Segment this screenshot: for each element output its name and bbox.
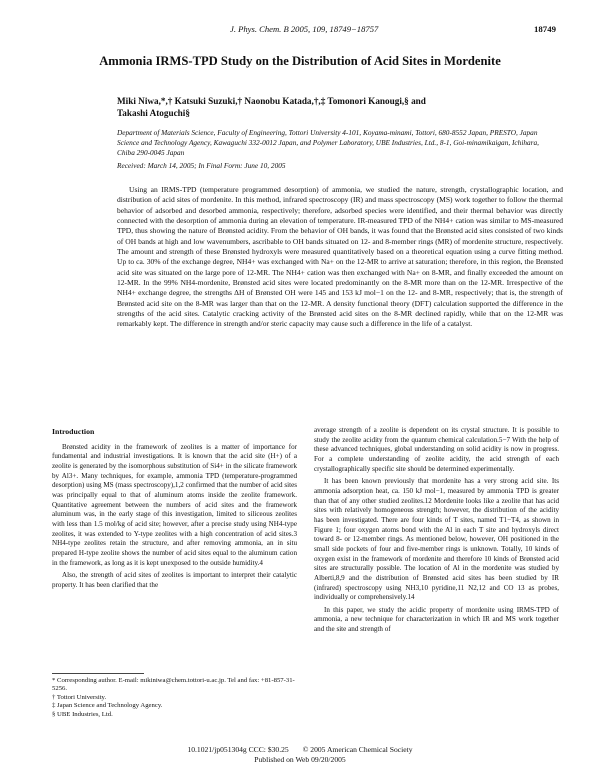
author-line-1: Miki Niwa,*,† Katsuki Suzuki,† Naonobu Katada,†,‡ Tomonori Kanougi,§ and [117,96,426,106]
footnote-affil-1: † Tottori University. [52,693,107,701]
copyright-line: © 2005 American Chemical Society [302,745,413,754]
author-line-2: Takashi Atoguchi§ [117,108,190,118]
left-column [52,427,297,591]
received-dates: Received: March 14, 2005; In Final Form: June 10, 2005 [117,161,286,170]
affiliations: Department of Materials Science, Faculty of Engineering, Tottori University 4-101, Koyama-minami, Tottori, 680-8552 Japan, PRESTO, Japan Science and Technology Agency, Kawaguchi 332-0012 Japan, and Polymer Laboratory, UBE Industries, Ltd., 8-1, Goi-minamikaigan, Ichihara, Chiba 290-0045 Japan [117,128,539,157]
footnote-divider [52,673,144,674]
footnote-corresponding: * Corresponding author. E-mail: mikiniwa@chem.tottori-u.ac.jp. Tel and fax: +81-857-31-5256. [52,677,295,693]
paragraph: In this paper, we study the acidic property of mordenite using IRMS-TPD of ammonia, a new technique for characterization in which IR and MS work together and the site and strength of [314,605,559,634]
section-heading-introduction: Introduction [52,427,95,436]
footnote-affil-2: ‡ Japan Science and Technology Agency. [52,702,163,710]
footnotes [52,677,302,719]
author-list [117,95,557,119]
running-header-journal: J. Phys. Chem. B 2005, 109, 18749−18757 [230,24,379,34]
published-line: Published on Web 09/20/2005 [254,755,346,764]
paragraph: It has been known previously that mordenite has a very strong acid site. Its ammonia adsorption heat, ca. 150 kJ mol−1, measured by ammonia TPD is greater than that of any other studied zeolites.12 Mordenite looks like a zeolite that has acid sites with relatively homogeneous strength; however, the distribution of the acidity has been investigated. There are four kinds of T sites, named T1−T4, as shown in Figure 1; four oxygen atoms bond with the Al in each T site and hydroxyls direct toward 8- or 12-member rings. As mentioned below, however, OH positioned in the small side pockets of four and five-member rings is unknown. Totally, 10 kinds of oxygen exist in the framework of mordenite and therefore 10 kinds of Brønsted acid sites are structurally possible. The location of Al in the mordenite was studied by Alberti,8,9 and the distribution of Brønsted acid sites has been studied by IR (infrared) spectroscopy using NH3,10 pyridine,11 N2,12 and CO 13 as probes, individually or comprehensively.14 [314,477,559,602]
doi-line[interactable]: 10.1021/jp051304g CCC: $30.25 [187,745,289,754]
paragraph: average strength of a zeolite is dependent on its crystal structure. It is possible to study the zeolite acidity from the quantum chemical calculation.5−7 With the help of these advanced techniques, global understanding on solid acidity is now in progress. For a complete understanding of zeolite acidity, the acid strength of each crystallographically specific site should be determined experimentally. [314,426,559,473]
footnote-affil-3: § UBE Industries, Ltd. [52,710,113,718]
abstract: Using an IRMS-TPD (temperature programmed desorption) of ammonia, we studied the nature, strength, crystallographic location, and distribution of acid sites of mordenite. In this method, infrared spectroscopy (IR) and mass spectroscopy (MS) work together to follow the thermal behavior of adsorbed and desorbed ammonia, respectively; therefore, adsorbed species were identified, and their thermal behavior was directly connected with the desorption of ammonia during an elevation of temperature. IR-measured TPD of the NH4+ cation was similar to MS-measured TPD, thus showing the nature of Brønsted acidity. From the behavior of OH bands, it was found that the Brønsted acid sites consisted of two kinds of OH bands at high and low wavenumbers, ascribable to OH bands situated on 12- and 8-member rings (MR) of mordenite structure, respectively. The amount and strength of these Brønsted hydroxyls were measured quantitatively based on a theoretical equation using a curve fitting method. Up to ca. 30% of the exchange degree, NH4+ was exchanged with Na+ on the 12-MR to arrive at saturation; therefore, in this region, the Brønsted acid site was situated on the large pore of 12-MR. The NH4+ cation was then exchanged with Na+ on 8-MR, and finally exceeded the amount on 12-MR. In the 99% NH4-mordenite, Brønsted acid sites were located predominantly on the 8-MR more than on the 12-MR. Irrespective of the NH4+ exchange degree, the strengths ΔH of Brønsted OH were 145 and 153 kJ mol−1 on the 12- and 8-MR, respectively; that is, the strength of Brønsted acid site on the 8-MR was larger than that on the 12-MR. A density functional theory (DFT) calculation supported the difference in the strengths of the acid sites. Catalytic cracking activity of the Brønsted acid sites on the 8-MR declined rapidly, while that on the 12-MR was remarkably kept. The difference in strength and/or steric capacity may cause such a difference in the life of a catalyst. [117,185,563,329]
article-title: Ammonia IRMS-TPD Study on the Distribution of Acid Sites in Mordenite [99,54,501,68]
right-column [314,426,559,635]
paragraph: Brønsted acidity in the framework of zeolites is a matter of importance for fundamental and industrial investigations. It is known that the acid site (H+) of a zeolite is generated by the isomorphous substitution of Si4+ in the silicate framework by Al3+. Many techniques, for example, ammonia TPD (temperature-programmed desorption) using MS (mass spectroscopy),1,2 confirmed that the number of acid sites was principally equal to that of aluminum atoms inside the zeolite framework. Quantitative agreement between the numbers of acid sites and the framework aluminum was, in the early stage of this investigation, limited to siliceous zeolites with less than 1.5 mol/kg of acid site; however, after a precise study using NH4-type zeolites, it was extended to Y-type zeolites with a high concentration of acid sites.3 NH4-type zeolites retain the structure, and after removing ammonia, an in situ prepared H-type zeolite shows the number of acid sites equal to the aluminum cation in the framework, as long as it is kept unexposed to the outside humidity.4 [52,442,297,567]
paragraph: Also, the strength of acid sites of zeolites is important to interpret their catalytic property. It has been clarified that the [52,571,297,589]
page-number: 18749 [534,24,556,34]
page-footer [0,745,600,765]
